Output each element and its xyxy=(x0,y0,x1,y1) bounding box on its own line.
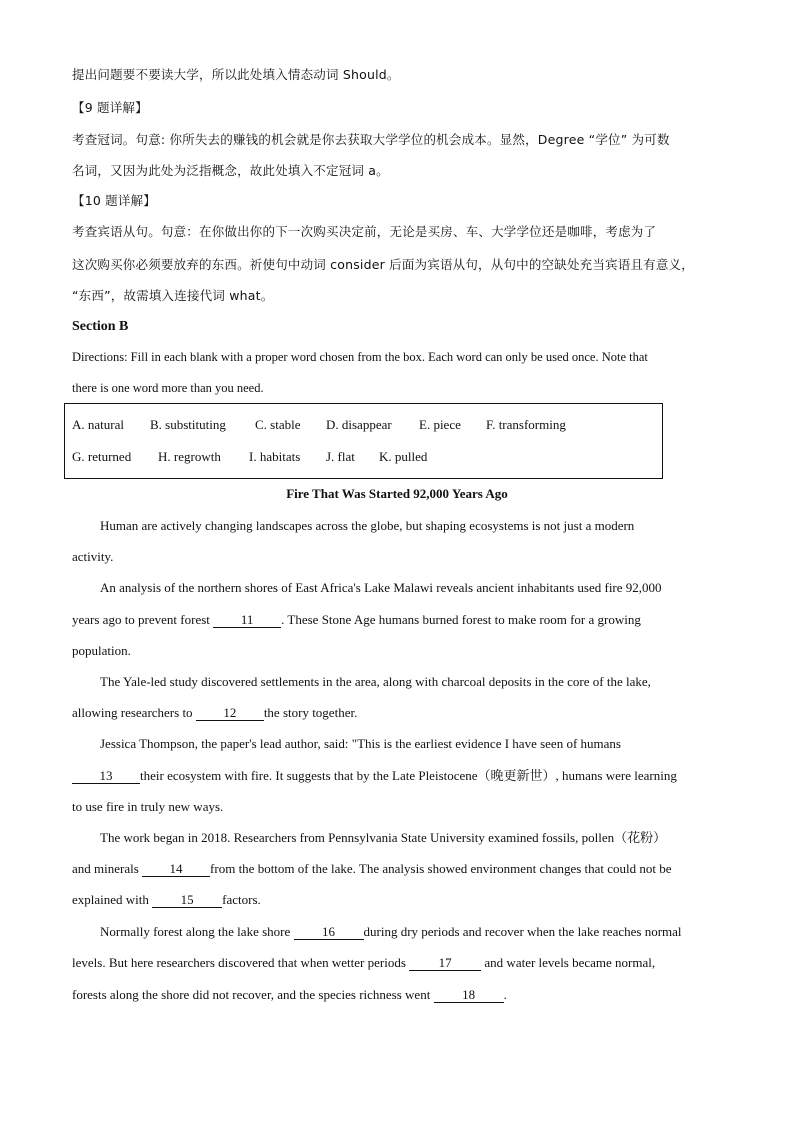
passage-line xyxy=(72,704,357,722)
text-segment: forests along the shore did not recover, and the species richness went xyxy=(72,987,434,1002)
passage-line: The Yale-led study discovered settlements in the area, along with charcoal deposits in the core of the lake, xyxy=(100,674,651,689)
option-i: I. habitats xyxy=(249,449,301,464)
option-f: F. transforming xyxy=(486,417,566,432)
directions-line-1: Directions: Fill in each blank with a proper word chosen from the box. Each word can only be used once. Note that xyxy=(72,350,648,364)
text-segment: Normally forest along the lake shore xyxy=(100,924,294,939)
explanation-line: 提出问题要不要读大学，所以此处填入情态动词 Should。 xyxy=(72,67,400,82)
q10-explanation-line-1: 考查宾语从句。句意：在你做出你的下一次购买决定前，无论是买房、车、大学学位还是咖啡，考虑为了 xyxy=(72,224,657,239)
q10-explanation-line-2: 这次购买你必须要放弃的东西。祈使句中动词 consider 后面为宾语从句，从句中的空缺处充当宾语且有意义， xyxy=(72,257,694,272)
text-segment: factors. xyxy=(222,892,261,907)
option-d: D. disappear xyxy=(326,417,392,432)
word-box xyxy=(64,403,663,479)
blank-15[interactable]: 15 xyxy=(152,893,222,908)
text-segment: during dry periods and recover when the lake reaches normal xyxy=(363,924,682,939)
passage-line: The work began in 2018. Researchers from Pennsylvania State University examined fossils, pollen（花粉） xyxy=(100,830,667,845)
passage-line: Jessica Thompson, the paper's lead author, said: "This is the earliest evidence I have seen of humans xyxy=(100,736,621,751)
passage-line xyxy=(72,860,672,878)
option-g: G. returned xyxy=(72,449,132,464)
option-a: A. natural xyxy=(72,417,124,432)
q9-explanation-line-1: 考查冠词。句意: 你所失去的赚钱的机会就是你去获取大学学位的机会成本。显然，Degree “学位” 为可数 xyxy=(72,132,670,147)
text-segment: the story together. xyxy=(263,705,358,720)
passage-line xyxy=(72,891,261,909)
blank-18[interactable]: 18 xyxy=(434,988,504,1003)
blank-16[interactable]: 16 xyxy=(294,925,364,940)
directions-line-2: there is one word more than you need. xyxy=(72,381,264,395)
text-segment: . These Stone Age humans burned forest to make room for a growing xyxy=(281,612,641,627)
option-h: H. regrowth xyxy=(158,449,221,464)
passage-line: Human are actively changing landscapes across the globe, but shaping ecosystems is not just a modern xyxy=(100,518,635,533)
text-segment: from the bottom of the lake. The analysis showed environment changes that could not be xyxy=(210,861,672,876)
option-k: K. pulled xyxy=(379,449,428,464)
passage-title: Fire That Was Started 92,000 Years Ago xyxy=(286,486,508,501)
q9-header: 【9 题详解】 xyxy=(72,100,148,115)
text-segment: allowing researchers to xyxy=(72,705,196,720)
blank-11[interactable]: 11 xyxy=(213,613,281,628)
option-j: J. flat xyxy=(326,449,355,464)
option-e: E. piece xyxy=(419,417,461,432)
text-segment: years ago to prevent forest xyxy=(72,612,214,627)
passage-line xyxy=(100,923,682,941)
blank-13[interactable]: 13 xyxy=(72,769,140,784)
passage-line xyxy=(72,986,507,1004)
passage-line: population. xyxy=(72,643,131,658)
text-segment: explained with xyxy=(72,892,153,907)
text-segment: and water levels became normal, xyxy=(481,955,656,970)
text-segment: levels. But here researchers discovered that when wetter periods xyxy=(72,955,410,970)
q10-header: 【10 题详解】 xyxy=(72,193,156,208)
passage-line xyxy=(72,767,677,785)
section-title: Section B xyxy=(72,319,129,334)
q10-explanation-line-3: “东西”，故需填入连接代词 what。 xyxy=(72,288,274,303)
blank-12[interactable]: 12 xyxy=(196,706,264,721)
passage-line: An analysis of the northern shores of East Africa's Lake Malawi reveals ancient inhabitants used fire 92,000 xyxy=(100,580,662,595)
passage-line xyxy=(72,954,655,972)
blank-14[interactable]: 14 xyxy=(142,862,210,877)
text-segment: and minerals xyxy=(72,861,143,876)
option-b: B. substituting xyxy=(150,417,226,432)
q9-explanation-line-2: 名词，又因为此处为泛指概念，故此处填入不定冠词 a。 xyxy=(72,163,389,178)
text-segment: . xyxy=(503,987,507,1002)
passage-line xyxy=(72,611,641,629)
blank-17[interactable]: 17 xyxy=(409,956,481,971)
text-segment: their ecosystem with fire. It suggests that by the Late Pleistocene（晚更新世）, humans were learning xyxy=(140,768,677,783)
option-c: C. stable xyxy=(255,417,301,432)
passage-line: to use fire in truly new ways. xyxy=(72,799,224,814)
passage-line: activity. xyxy=(72,549,114,564)
